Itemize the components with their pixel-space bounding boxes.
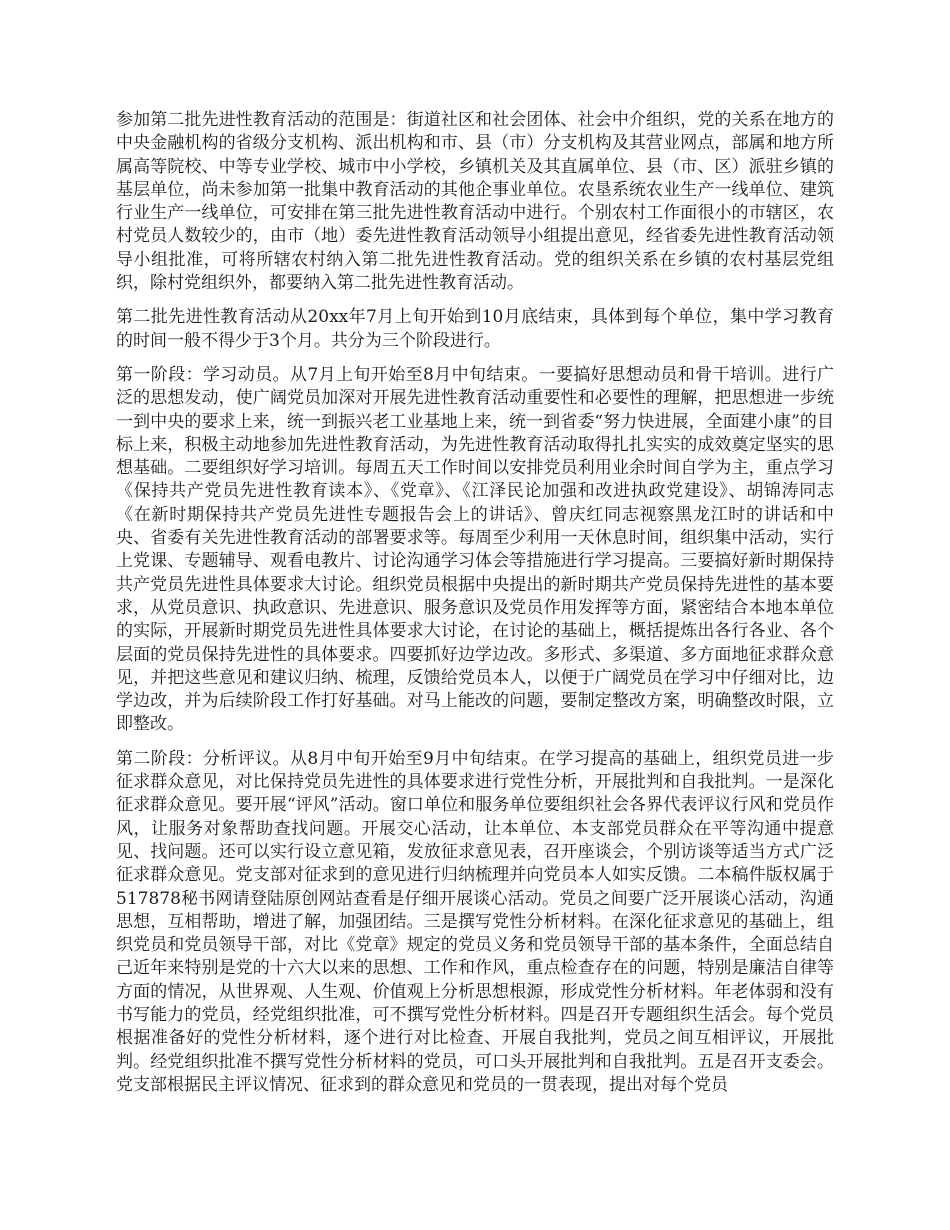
paragraph-stage-two: 第二阶段：分析评议。从8月中旬开始至9月中旬结束。在学习提高的基础上，组织党员进一步征求群众意见，对比保持党员先进性的具体要求进行党性分析，开展批判和自我批判。一是深化征求群众意见。要开展“评风”活动。窗口单位和服务单位要组织社会各界代表评议行风和党员作风，让服务对象帮助查找问题。开展交心活动，让本单位、本支部党员群众在平等沟通中提意见、找问题。还可以实行设立意见箱，发放征求意见表，召开座谈会，个别访谈等适当方式广泛征求群众意见。党支部对征求到的意见进行归纳梳理并向党员本人如实反馈。二本稿件版权属于517878秘书网请登陆原创网站查看是仔细开展谈心活动。党员之间要广泛开展谈心活动，沟通思想，互相帮助，增进了解，加强团结。三是撰写党性分析材料。在深化征求意见的基础上，组织党员和党员领导干部，对比《党章》规定的党员义务和党员领导干部的基本条件，全面总结自己近年来特别是党的十六大以来的思想、工作和作风，重点检查存在的问题，特别是廉洁自律等方面的情况，从世界观、人生观、价值观上分析思想根源，形成党性分析材料。年老体弱和没有书写能力的党员，经党组织批准，可不撰写党性分析材料。四是召开专题组织生活会。每个党员根据准备好的党性分析材料，逐个进行对比检查、开展自我批判，党员之间互相评议，开展批判。经党组织批准不撰写党性分析材料的党员，可口头开展批判和自我批判。五是召开支委会。党支部根据民主评议情况、征求到的群众意见和党员的一贯表现，提出对每个党员: [116, 748, 834, 1095]
paragraph-schedule: 第二批先进性教育活动从20xx年7月上旬开始到10月底结束，具体到每个单位，集中学习教育的时间一般不得少于3个月。共分为三个阶段进行。: [116, 307, 834, 351]
paragraph-scope: 参加第二批先进性教育活动的范围是：街道社区和社会团体、社会中介组织，党的关系在地方的中央金融机构的省级分支机构、派出机构和市、县（市）分支机构及其营业网点，部属和地方所属高等院校、中等专业学校、城市中小学校，乡镇机关及其直属单位、县（市、区）派驻乡镇的基层单位，尚未参加第一批集中教育活动的其他企事业单位。农垦系统农业生产一线单位、建筑行业生产一线单位，可安排在第三批先进性教育活动中进行。个别农村工作面很小的市辖区，农村党员人数较少的，由市（地）委先进性教育活动领导小组提出意见，经省委先进性教育活动领导小组批准，可将所辖农村纳入第二批先进性教育活动。党的组织关系在乡镇的农村基层党组织，除村党组织外，都要纳入第二批先进性教育活动。: [116, 110, 834, 294]
document-body: [116, 109, 834, 1108]
paragraph-stage-one: 第一阶段：学习动员。从7月上旬开始至8月中旬结束。一要搞好思想动员和骨干培训。进行广泛的思想发动，使广阔党员加深对开展先进性教育活动重要性和必要性的理解，把思想进一步统一到中央的要求上来，统一到振兴老工业基地上来，统一到省委“努力快进展，全面建小康”的目标上来，积极主动地参加先进性教育活动，为先进性教育活动取得扎扎实实的成效奠定坚实的思想基础。二要组织好学习培训。每周五天工作时间以安排党员利用业余时间自学为主，重点学习《保持共产党员先进性教育读本》、《党章》、《江泽民论加强和改进执政党建设》、胡锦涛同志《在新时期保持共产党员先进性专题报告会上的讲话》、曾庆红同志视察黑龙江时的讲话和中央、省委有关先进性教育活动的部署要求等。每周至少利用一天休息时间，组织集中活动，实行上党课、专题辅导、观看电教片、讨论沟通学习体会等措施进行学习提高。三要搞好新时期保持共产党员先进性具体要求大讨论。组织党员根据中央提出的新时期共产党员保持先进性的基本要求，从党员意识、执政意识、先进意识、服务意识及党员作用发挥等方面，紧密结合本地本单位的实际，开展新时期党员先进性具体要求大讨论，在讨论的基础上，概括提炼出各行各业、各个层面的党员保持先进性的具体要求。四要抓好边学边改。多形式、多渠道、多方面地征求群众意见，并把这些意见和建议归纳、梳理，反馈给党员本人，以便于广阔党员在学习中仔细对比，边学边改，并为后续阶段工作打好基础。对马上能改的问题，要制定整改方案，明确整改时限，立即整改。: [116, 364, 834, 735]
